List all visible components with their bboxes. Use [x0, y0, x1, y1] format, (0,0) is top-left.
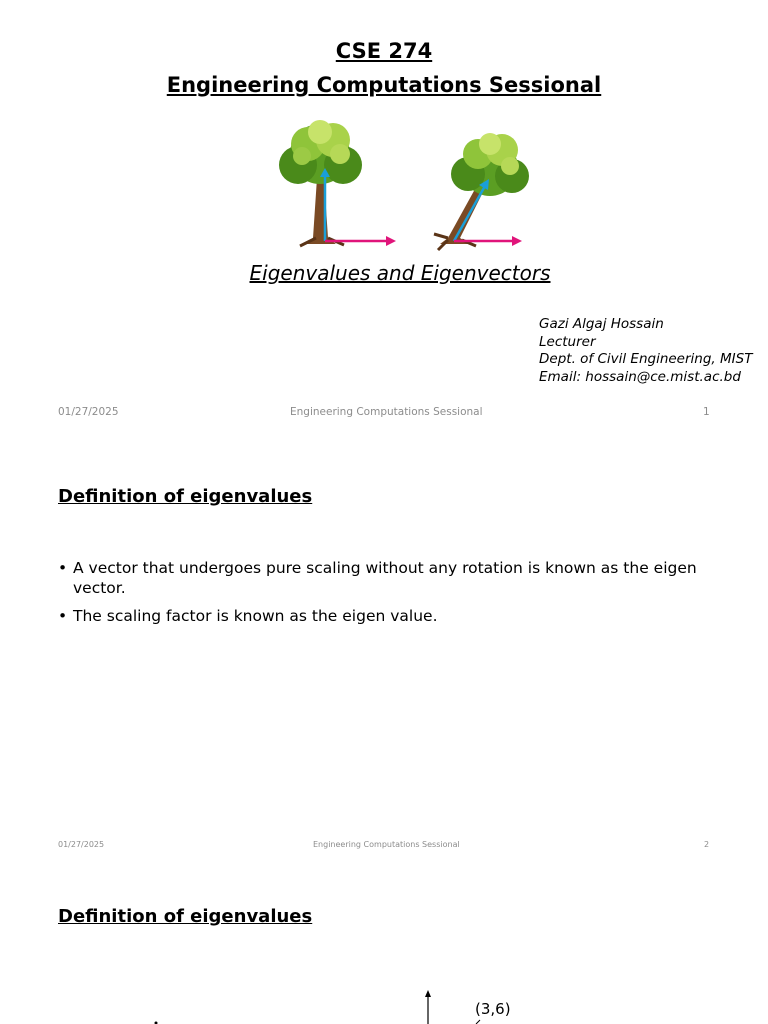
- slide-1: [0, 0, 768, 430]
- course-code: CSE 274: [335, 39, 433, 63]
- bullet-item: [58, 558, 718, 598]
- y-axis-arrowhead-icon: [425, 990, 431, 997]
- author-position: Lecturer: [539, 333, 596, 350]
- author-block: [539, 316, 752, 386]
- bullet-text: The scaling factor is known as the eigen value.: [73, 607, 438, 625]
- bullet-dot: •: [58, 559, 68, 577]
- point-label: (3,6): [475, 1000, 511, 1018]
- bullet-item: [58, 606, 718, 626]
- footer-title: Engineering Computations Sessional: [313, 840, 460, 849]
- author-name: Gazi Algaj Hossain: [539, 316, 664, 332]
- footer-page-number: 1: [703, 406, 710, 418]
- slide-heading: Definition of eigenvalues: [58, 486, 313, 507]
- bullet-list: [58, 558, 718, 634]
- footer-page-number: 2: [704, 840, 710, 849]
- vector-line: [476, 1020, 480, 1024]
- author-department: Dept. of Civil Engineering, MIST: [539, 351, 753, 367]
- author-email: Email: hossain@ce.mist.ac.bd: [539, 368, 741, 385]
- bullet-text: A vector that undergoes pure scaling without any rotation is known as the eigen vector.: [73, 559, 697, 597]
- slide-2: [0, 430, 768, 860]
- course-title: Engineering Computations Sessional: [166, 73, 602, 97]
- footer-date: 01/27/2025: [58, 840, 105, 849]
- footer-date: 01/27/2025: [58, 406, 119, 418]
- tree-illustration: [0, 110, 768, 250]
- axis-sketch: [0, 860, 768, 1024]
- upright-tree-icon: [279, 120, 362, 246]
- slide-heading: Definition of eigenvalues: [58, 906, 313, 927]
- bullet-dot: •: [58, 607, 68, 625]
- presentation-subtitle: Eigenvalues and Eigenvectors: [249, 261, 551, 285]
- slide-3: [0, 860, 768, 1024]
- footer-title: Engineering Computations Sessional: [290, 406, 483, 418]
